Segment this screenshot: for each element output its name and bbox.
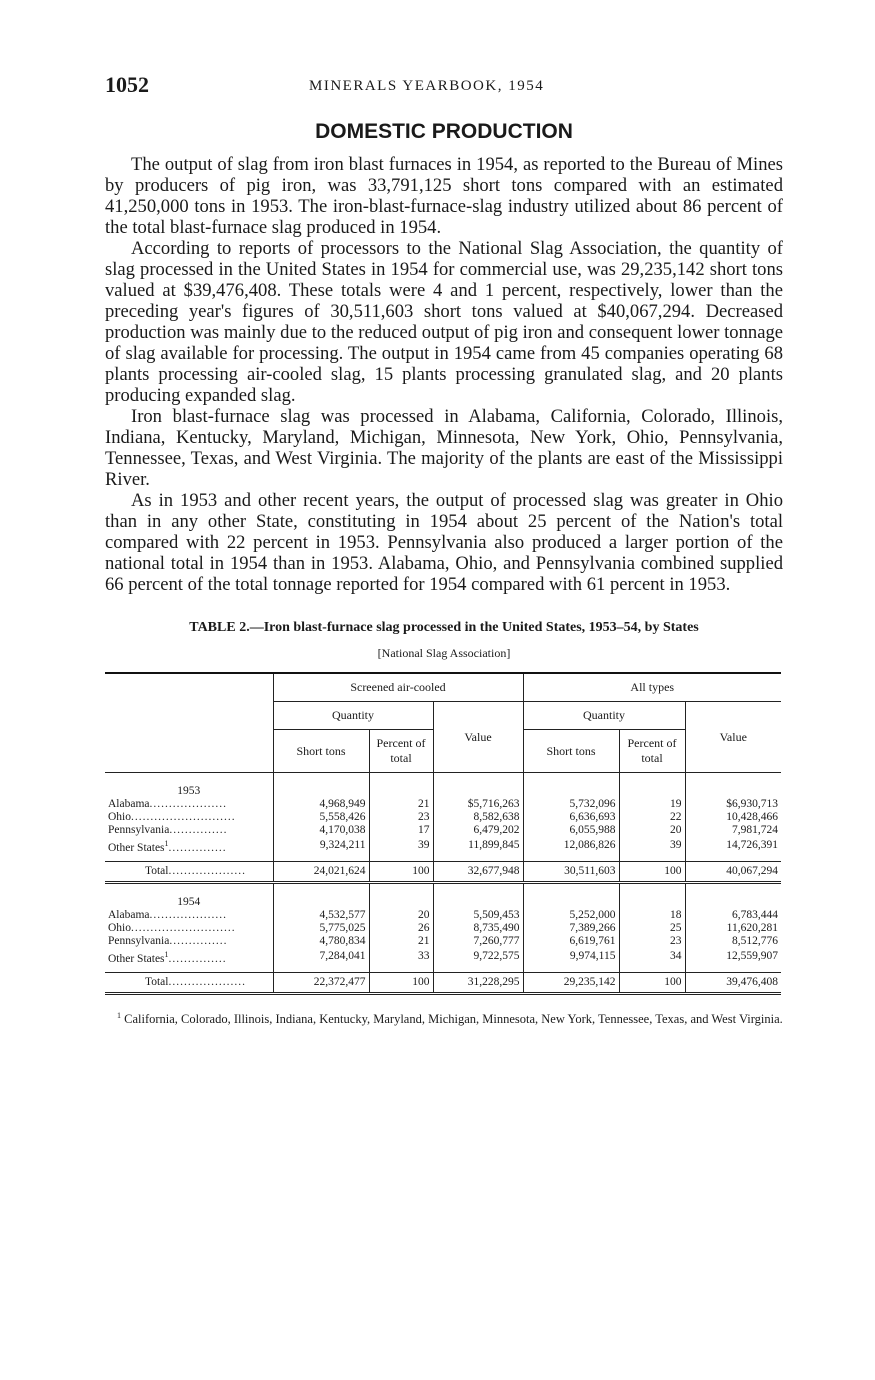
table-caption: TABLE 2.—Iron blast-furnace slag processed in the United States, 1953–54, by States [189,620,699,635]
sac-pct: 26 [369,922,433,935]
total-label: Total [145,975,169,988]
all-value-total: 39,476,408 [685,972,781,993]
table-body-1954 [105,882,781,993]
running-header [105,70,783,100]
table-row: Other States$^1$............... 9,324,211 39 11,899,845 12,086,826 39 14,726,391 [105,837,781,855]
group-header-all-types: All types [523,673,781,702]
section-heading: DOMESTIC PRODUCTION [315,120,573,143]
all-tons: 5,252,000 [523,909,619,922]
sac-tons: 4,532,577 [273,909,369,922]
all-tons: 6,636,693 [523,811,619,824]
state-name: Ohio [108,921,131,934]
all-value-total: 40,067,294 [685,861,781,882]
sac-tons: 5,775,025 [273,922,369,935]
all-tons: 6,055,988 [523,824,619,837]
sac-value: 5,509,453 [433,909,523,922]
all-tons: 6,619,761 [523,935,619,948]
quantity-header: Quantity [523,702,685,730]
all-value: 8,512,776 [685,935,781,948]
sac-pct: 21 [369,935,433,948]
all-tons: 5,732,096 [523,798,619,811]
percent-header: Percent of total [369,730,433,773]
total-row: Total.................... 24,021,624 100 32,677,948 30,511,603 100 40,067,294 [105,861,781,882]
page-number: 1052 [105,72,149,97]
running-title: MINERALS YEARBOOK, 1954 [309,78,545,94]
all-pct: 34 [619,948,685,966]
all-pct: 19 [619,798,685,811]
total-row: Total.................... 22,372,477 100 31,228,295 29,235,142 100 39,476,408 [105,972,781,993]
all-value: $6,930,713 [685,798,781,811]
sac-value-total: 32,677,948 [433,861,523,882]
state-name: Other States [108,841,165,854]
all-value: 11,620,281 [685,922,781,935]
year-label: 1953 [177,785,201,797]
year-label: 1954 [177,895,201,908]
sac-tons: 4,170,038 [273,824,369,837]
value-header: Value [685,702,781,773]
sac-tons: 9,324,211 [273,837,369,855]
all-pct-total: 100 [619,972,685,993]
sac-pct: 21 [369,798,433,811]
table-row: Alabama.................... 4,968,949 21 $5,716,263 5,732,096 19 $6,930,713 [105,798,781,811]
value-header: Value [433,702,523,773]
all-value: 12,559,907 [685,948,781,966]
paragraph-output: The output of slag from iron blast furnaces in 1954, as reported to the Bureau of Mines by producers of pig iron, was 33,791,125 short tons compared with an estimated 41,250,000 tons in 1953. The iron-blast-furnace-slag industry utilized about 86 percent of the total blast-furnace slag produced in 1954. [105,154,783,238]
state-name: Other States [108,952,165,965]
sac-tons-total: 22,372,477 [273,972,369,993]
footnote-marker: 1 [117,1010,121,1020]
stub-header [105,673,273,773]
all-pct-total: 100 [619,861,685,882]
table-row: Ohio........................... 5,775,025 26 8,735,490 7,389,266 25 11,620,281 [105,922,781,935]
group-header-screened: Screened air-cooled [273,673,523,702]
sac-value: 11,899,845 [433,837,523,855]
table-row: Pennsylvania............... 4,170,038 17 6,479,202 6,055,988 20 7,981,724 [105,824,781,837]
sac-pct: 33 [369,948,433,966]
all-pct: 22 [619,811,685,824]
table-body-1953 [105,773,781,883]
sac-value: 9,722,575 [433,948,523,966]
table-source: [National Slag Association] [377,646,511,660]
all-pct: 20 [619,824,685,837]
footnote-marker: 1 [164,949,169,959]
all-value: 14,726,391 [685,837,781,855]
table-row: Alabama.................... 4,532,577 20 5,509,453 5,252,000 18 6,783,444 [105,909,781,922]
sac-value: $5,716,263 [433,798,523,811]
sac-tons: 4,968,949 [273,798,369,811]
paragraph-ohio-share: As in 1953 and other recent years, the output of processed slag was greater in Ohio than in any other State, constituting in 1954 about 25 percent of the Nation's total compared with 22 percent in 1953. Pennsylvania also produced a larger portion of the national total in 1954 than in 1953. Alabama, Ohio, and Pennsylvania combined supplied 66 percent of the total tonnage reported for 1954 compared with 61 percent in 1953. [105,490,783,595]
all-tons: 9,974,115 [523,948,619,966]
short-tons-header: Short tons [273,730,369,773]
all-value: 7,981,724 [685,824,781,837]
table-row: Pennsylvania............... 4,780,834 21 7,260,777 6,619,761 23 8,512,776 [105,935,781,948]
footnote [105,1009,783,1026]
sac-pct-total: 100 [369,861,433,882]
state-name: Ohio [108,811,131,823]
all-tons-total: 29,235,142 [523,972,619,993]
sac-tons-total: 24,021,624 [273,861,369,882]
all-pct: 18 [619,909,685,922]
sac-value: 7,260,777 [433,935,523,948]
all-pct: 39 [619,837,685,855]
all-pct: 23 [619,935,685,948]
sac-tons: 5,558,426 [273,811,369,824]
state-name: Alabama [108,798,150,810]
sac-value: 8,735,490 [433,922,523,935]
sac-tons: 4,780,834 [273,935,369,948]
sac-pct: 17 [369,824,433,837]
state-name: Pennsylvania [108,934,170,947]
state-name: Alabama [108,908,150,921]
state-name: Pennsylvania [108,824,170,836]
table-row: Ohio........................... 5,558,426 23 8,582,638 6,636,693 22 10,428,466 [105,811,781,824]
sac-value: 6,479,202 [433,824,523,837]
all-value: 10,428,466 [685,811,781,824]
table-row: Other States$^1$............... 7,284,041 33 9,722,575 9,974,115 34 12,559,907 [105,948,781,966]
paragraph-states: Iron blast-furnace slag was processed in Alabama, California, Colorado, Illinois, Indiana, Kentucky, Maryland, Michigan, Minnesota, New York, Ohio, Pennsylvania, Tennessee, Texas, and West Virginia. The majority of the plants are east of the Mississippi River. [105,406,783,490]
sac-pct-total: 100 [369,972,433,993]
all-value: 6,783,444 [685,909,781,922]
sac-value: 8,582,638 [433,811,523,824]
sac-tons: 7,284,041 [273,948,369,966]
quantity-header: Quantity [273,702,433,730]
paragraph-processed-quantity: According to reports of processors to the National Slag Association, the quantity of slag processed in the United States in 1954 for commercial use, was 29,235,142 short tons valued at $39,476,408. These totals were 4 and 1 percent, respectively, lower than the preceding year's figures of 30,511,603 short tons valued at $40,067,294. Decreased production was mainly due to the reduced output of pig iron and consequent lower tonnage of slag available for processing. The output in 1954 came from 45 companies operating 68 plants processing air-cooled slag, 15 plants processing granulated slag, and 20 plants producing expanded slag. [105,238,783,406]
footnote-marker: 1 [164,839,169,848]
sac-pct: 23 [369,811,433,824]
sac-pct: 39 [369,837,433,855]
footnote-text: California, Colorado, Illinois, Indiana, Kentucky, Maryland, Michigan, Minnesota, New York, Tennessee, Texas, and West Virginia. [124,1011,783,1026]
sac-pct: 20 [369,909,433,922]
slag-table [105,672,781,995]
all-tons: 7,389,266 [523,922,619,935]
sac-value-total: 31,228,295 [433,972,523,993]
page [105,70,783,1026]
all-pct: 25 [619,922,685,935]
all-tons-total: 30,511,603 [523,861,619,882]
percent-header: Percent of total [619,730,685,773]
all-tons: 12,086,826 [523,837,619,855]
short-tons-header: Short tons [523,730,619,773]
total-label: Total [145,864,169,877]
